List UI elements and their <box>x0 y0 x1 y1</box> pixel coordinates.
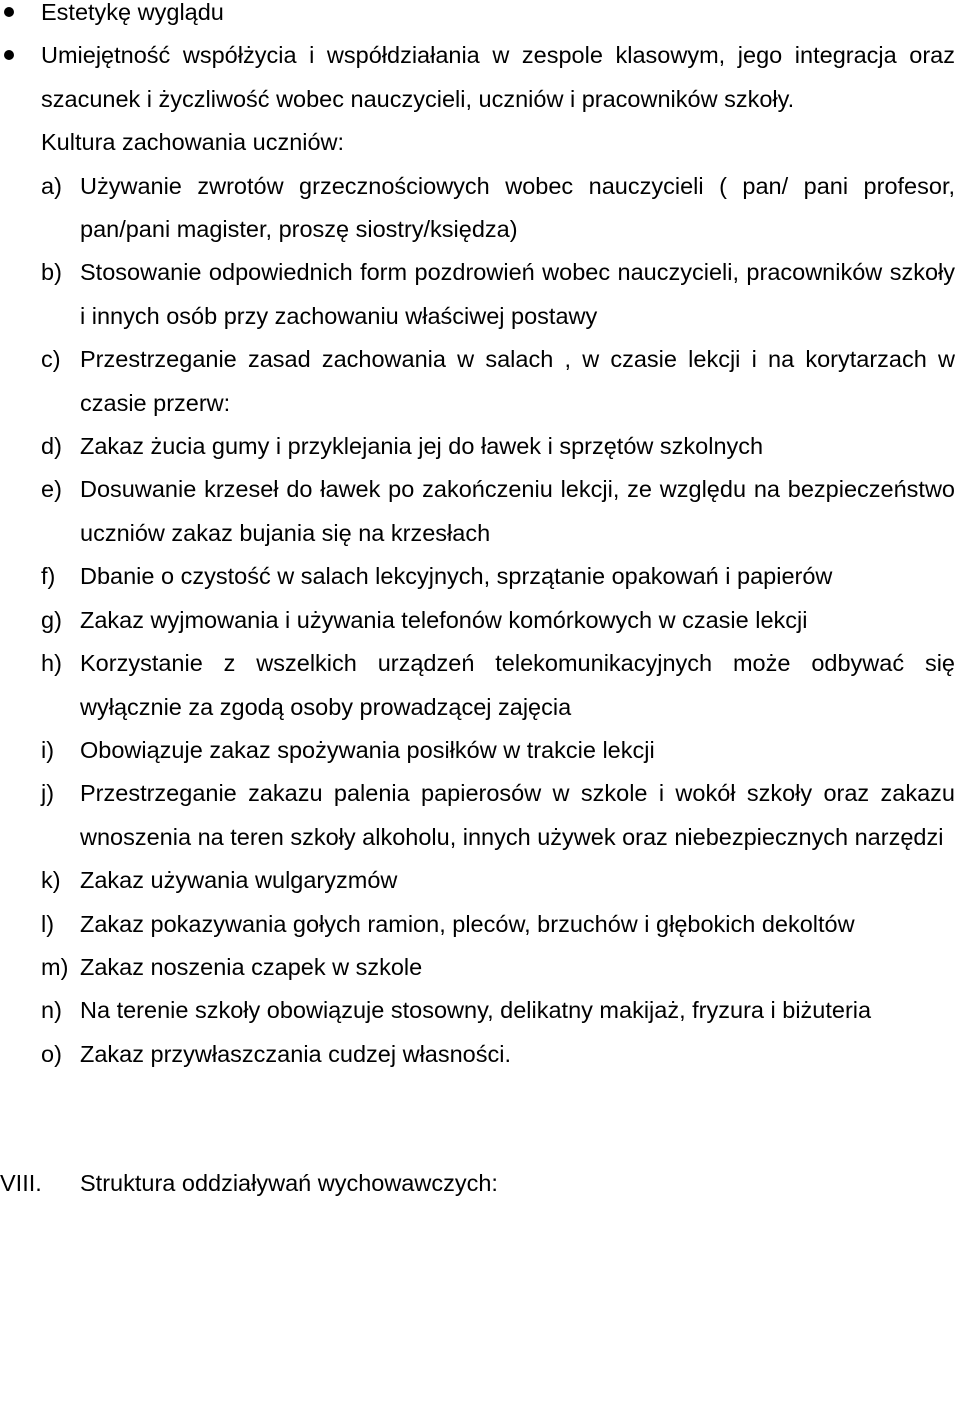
list-text: Zakaz żucia gumy i przyklejania jej do ławek i sprzętów szkolnych <box>80 433 764 460</box>
bullet-dot-icon <box>4 7 14 17</box>
list-letter: l) <box>41 910 55 937</box>
list-text: Przestrzeganie zakazu palenia papierosów w szkole i wokół szkoły oraz zakazu wnoszenia na teren szkoły alkoholu, innych używek oraz niebezpiecznych narzędzi <box>80 780 955 850</box>
list-text: Dosuwanie krzeseł do ławek po zakończeniu lekcji, ze względu na bezpieczeństwo uczniów zakaz bujania się na krzesłach <box>80 476 955 546</box>
list-item <box>0 772 955 859</box>
list-text: Korzystanie z wszelkich urządzeń telekomunikacyjnych może odbywać się wyłącznie za zgodą osoby prowadzącej zajęcia <box>80 650 955 720</box>
list-item <box>0 642 955 729</box>
bullet-dot-icon <box>4 50 14 60</box>
bullet-text: Estetykę wyglądu <box>41 0 224 25</box>
list-item <box>0 729 955 772</box>
list-letter: f) <box>41 563 56 590</box>
list-text: Zakaz pokazywania gołych ramion, pleców, brzuchów i głębokich dekoltów <box>80 910 855 937</box>
list-item <box>0 468 955 555</box>
list-item <box>0 165 955 252</box>
bullet-text: Umiejętność współżycia i współdziałania w zespole klasowym, jego integracja oraz szacunek i życzliwość wobec nauczycieli, uczniów i pracowników szkoły. <box>41 42 955 112</box>
section-title: Struktura oddziaływań wychowawczych: <box>80 1170 498 1197</box>
list-item <box>0 599 955 642</box>
list-letter: e) <box>41 476 62 503</box>
list-item <box>0 338 955 425</box>
list-item <box>0 946 955 989</box>
section-spacer <box>0 1076 960 1162</box>
list-text: Zakaz używania wulgaryzmów <box>80 867 398 894</box>
list-item <box>0 989 955 1032</box>
list-letter: g) <box>41 606 62 633</box>
list-letter: j) <box>41 780 55 807</box>
list-letter: m) <box>41 953 69 980</box>
list-text: Zakaz przywłaszczania cudzej własności. <box>80 1040 511 1067</box>
section-number: VIII. <box>0 1170 42 1197</box>
list-letter: k) <box>41 867 61 894</box>
list-letter: a) <box>41 172 62 199</box>
list-item <box>0 251 955 338</box>
list-item <box>0 859 955 902</box>
list-letter: b) <box>41 259 62 286</box>
list-item <box>0 555 955 598</box>
list-letter: o) <box>41 1040 62 1067</box>
list-text: Obowiązuje zakaz spożywania posiłków w trakcie lekcji <box>80 736 655 763</box>
list-text: Zakaz noszenia czapek w szkole <box>80 953 423 980</box>
list-letter: i) <box>41 736 55 763</box>
list-item <box>0 1033 955 1076</box>
list-letter: h) <box>41 650 62 677</box>
section-heading <box>0 1162 960 1205</box>
list-text: Na terenie szkoły obowiązuje stosowny, delikatny makijaż, fryzura i biżuteria <box>80 997 872 1024</box>
list-letter: d) <box>41 433 62 460</box>
list-item <box>0 903 955 946</box>
list-text: Dbanie o czystość w salach lekcyjnych, sprzątanie opakowań i papierów <box>80 563 833 590</box>
list-letter: n) <box>41 997 62 1024</box>
list-text: Zakaz wyjmowania i używania telefonów komórkowych w czasie lekcji <box>80 606 808 633</box>
list-text: Stosowanie odpowiednich form pozdrowień wobec nauczycieli, pracowników szkoły i innych osób przy zachowaniu właściwej postawy <box>80 259 955 329</box>
bullet-item <box>0 34 955 121</box>
list-text: Przestrzeganie zasad zachowania w salach , w czasie lekcji i na korytarzach w czasie przerw: <box>80 346 955 416</box>
culture-heading: Kultura zachowania uczniów: <box>41 129 345 156</box>
list-letter: c) <box>41 346 61 373</box>
list-item <box>0 425 955 468</box>
list-text: Używanie zwrotów grzecznościowych wobec nauczycieli ( pan/ pani profesor, pan/pani magister, proszę siostry/księdza) <box>80 172 955 243</box>
bullet-item <box>0 0 955 34</box>
